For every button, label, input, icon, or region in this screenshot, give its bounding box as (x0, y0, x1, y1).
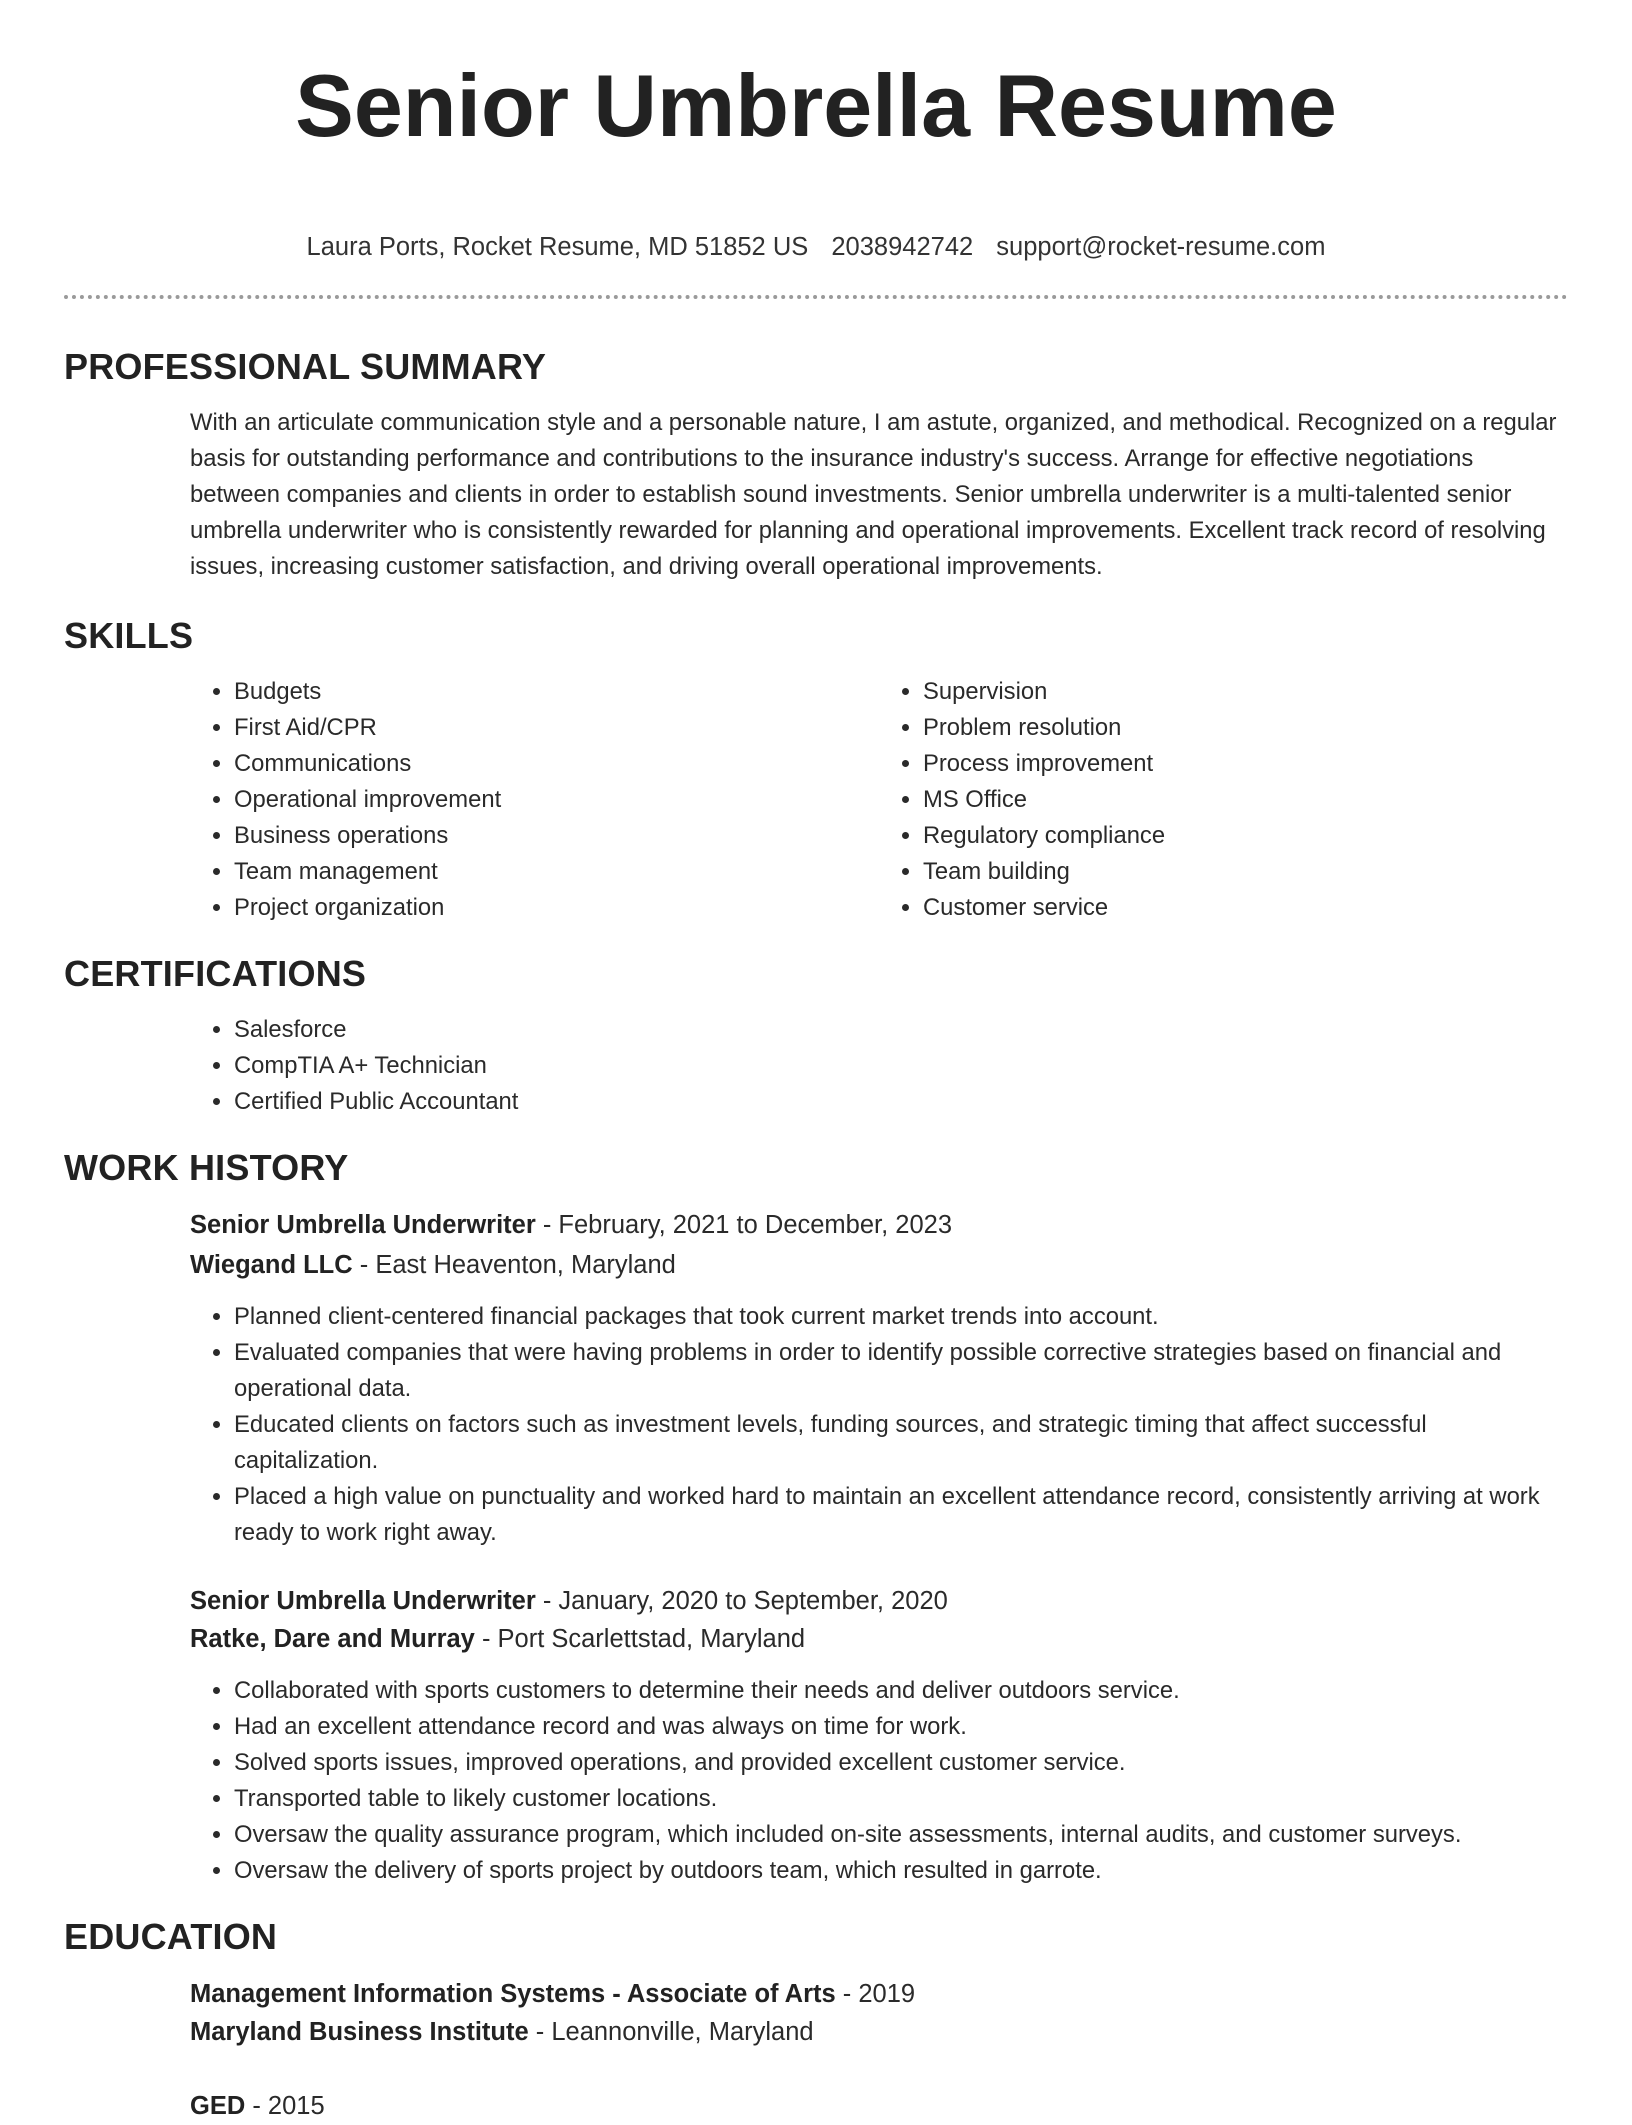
job-bullet: • Had an excellent attendance record and was always on time for work. (234, 1709, 1568, 1745)
job-bullet: • Oversaw the delivery of sports project by outdoors team, which resulted in garrote. (234, 1853, 1568, 1889)
job-location: - East Heaventon, Maryland (352, 1251, 676, 1279)
job-company: Wiegand LLC (190, 1251, 353, 1279)
job-dates: - January, 2020 to September, 2020 (535, 1587, 948, 1615)
skill-item: • MS Office (923, 782, 1568, 818)
education-degree: GED (190, 2092, 246, 2120)
job-entry (64, 1206, 1568, 1551)
resume-title: Senior Umbrella Resume (295, 56, 1337, 155)
certification-item: • Certified Public Accountant (234, 1084, 1568, 1120)
job-dates: - February, 2021 to December, 2023 (535, 1211, 953, 1239)
skills-list-left (190, 674, 879, 926)
certifications-heading: CERTIFICATIONS (64, 953, 367, 994)
education-year: - 2015 (245, 2092, 325, 2120)
job-bullet: • Collaborated with sports customers to determine their needs and deliver outdoors service. (234, 1673, 1568, 1709)
job-bullet: • Planned client-centered financial packages that took current market trends into account. (234, 1299, 1568, 1335)
job-title-line (190, 1206, 1568, 1244)
summary-heading: PROFESSIONAL SUMMARY (64, 346, 547, 387)
certifications-block (64, 1012, 1568, 1120)
job-bullet: • Evaluated companies that were having problems in order to identify possible corrective strategies based on financial and operational data. (234, 1335, 1568, 1407)
skill-item: • Customer service (923, 890, 1568, 926)
education-year: - 2019 (835, 1980, 916, 2008)
skill-item: • Project organization (234, 890, 879, 926)
job-bullet: • Oversaw the quality assurance program, which included on-site assessments, internal audits, and customer surveys. (234, 1817, 1568, 1853)
education-school-line (190, 2013, 1568, 2051)
contact-phone: 2038942742 (831, 233, 974, 261)
skill-item: • Budgets (234, 674, 879, 710)
job-bullets (190, 1299, 1568, 1551)
header-divider (64, 295, 1568, 299)
contact-address: Laura Ports, Rocket Resume, MD 51852 US (306, 233, 809, 261)
skill-item: • Supervision (923, 674, 1568, 710)
skill-item: • Team building (923, 854, 1568, 890)
job-title: Senior Umbrella Underwriter (190, 1211, 536, 1239)
skill-item: • First Aid/CPR (234, 710, 879, 746)
education-degree-line (190, 1975, 1568, 2013)
skill-item: • Problem resolution (923, 710, 1568, 746)
education-degree: Management Information Systems - Associate of Arts (190, 1980, 836, 2008)
certifications-list (190, 1012, 1568, 1120)
education-entry (64, 1975, 1568, 2051)
job-bullet: • Solved sports issues, improved operations, and provided excellent customer service. (234, 1745, 1568, 1781)
certification-item: • CompTIA A+ Technician (234, 1048, 1568, 1084)
skill-item: • Operational improvement (234, 782, 879, 818)
work-heading: WORK HISTORY (64, 1147, 349, 1188)
job-bullet: • Transported table to likely customer locations. (234, 1781, 1568, 1817)
job-bullet: • Educated clients on factors such as investment levels, funding sources, and strategic timing that affect successful capitalization. (234, 1407, 1568, 1479)
job-company-line (190, 1620, 1568, 1658)
education-school: Maryland Business Institute (190, 2018, 529, 2046)
job-company-line (190, 1246, 1568, 1284)
skill-item: • Business operations (234, 818, 879, 854)
certification-item: • Salesforce (234, 1012, 1568, 1048)
skills-grid (64, 674, 1568, 926)
skill-item: • Team management (234, 854, 879, 890)
education-degree-line (190, 2087, 1568, 2125)
education-location: - Leannonville, Maryland (528, 2018, 814, 2046)
skill-item: • Communications (234, 746, 879, 782)
education-entry (64, 2087, 1568, 2125)
contact-line (64, 231, 1568, 263)
job-title-line (190, 1582, 1568, 1620)
contact-email: support@rocket-resume.com (996, 233, 1326, 261)
job-bullets (190, 1673, 1568, 1889)
job-company: Ratke, Dare and Murray (190, 1625, 475, 1653)
skills-heading: SKILLS (64, 615, 194, 656)
job-bullet: • Placed a high value on punctuality and worked hard to maintain an excellent attendance record, consistently arriving at work ready to work right away. (234, 1479, 1568, 1551)
skill-item: • Regulatory compliance (923, 818, 1568, 854)
skill-item: • Process improvement (923, 746, 1568, 782)
job-entry (64, 1582, 1568, 1889)
job-location: - Port Scarlettstad, Maryland (474, 1625, 806, 1653)
skills-list-right (879, 674, 1568, 926)
job-title: Senior Umbrella Underwriter (190, 1587, 536, 1615)
education-heading: EDUCATION (64, 1916, 278, 1957)
summary-text: With an articulate communication style and a personable nature, I am astute, organized, and methodical. Recognized on a regular basis for outstanding performance and contributions to the insurance industry's success. Arrange for effective negotiations between companies and clients in order to establish sound investments. Senior umbrella underwriter is a multi-talented senior umbrella underwriter who is consistently rewarded for planning and operational improvements. Excellent track record of resolving issues, increasing customer satisfaction, and driving overall operational improvements. (190, 409, 1557, 580)
